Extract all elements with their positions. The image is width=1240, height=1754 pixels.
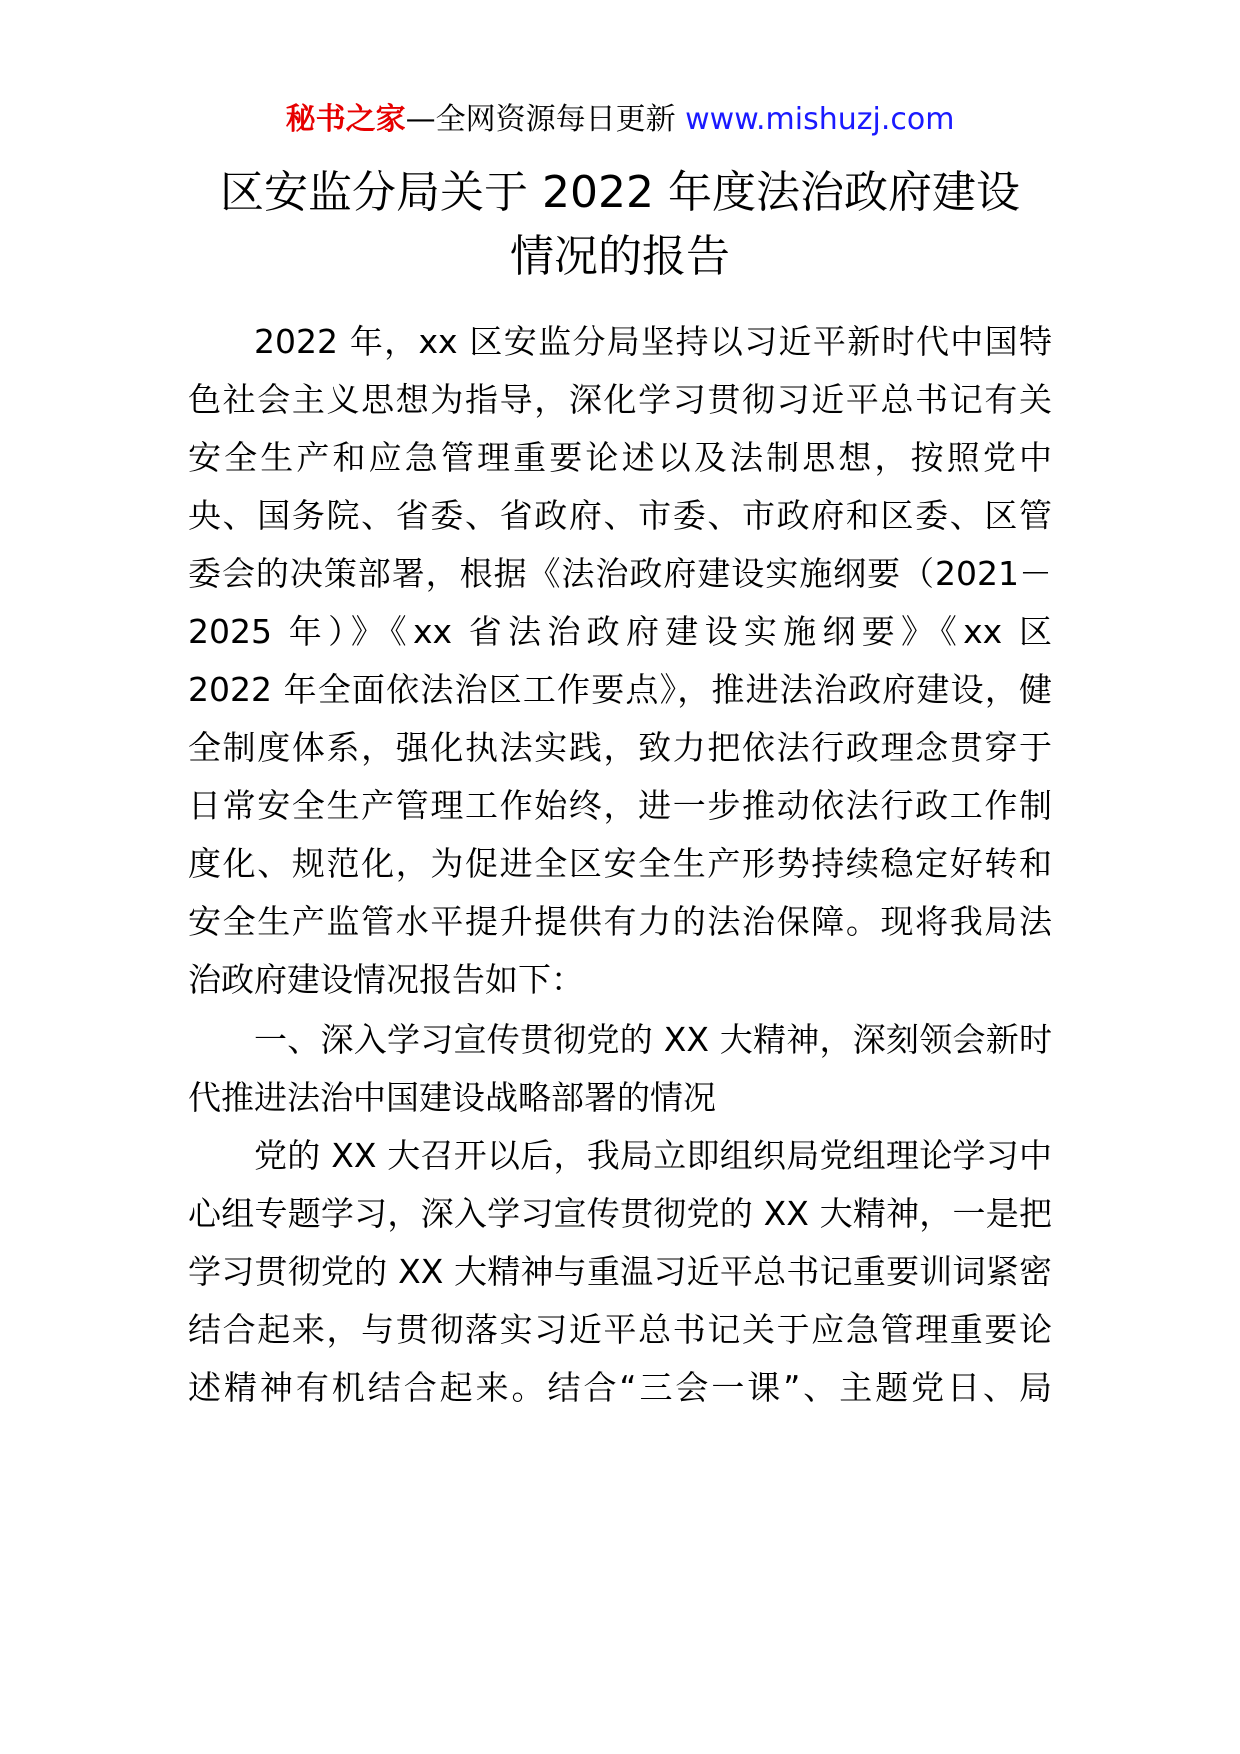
paragraph-line: 2025 年）》《xx 省法治政府建设实施纲要》《xx 区 — [188, 612, 1052, 651]
site-url-link[interactable]: www.mishuzj.com — [685, 102, 955, 137]
paragraph-line: 结合起来，与贯彻落实习近平总书记关于应急管理重要论 — [188, 1310, 1052, 1349]
brand-name: 秘书之家 — [285, 102, 406, 137]
document-title-line-1: 区安监分局关于 2022 年度法治政府建设 — [220, 167, 1020, 218]
paragraph-line: 心组专题学习，深入学习宣传贯彻党的 XX 大精神，一是把 — [188, 1194, 1052, 1233]
paragraph-line: 述精神有机结合起来。结合“三会一课”、主题党日、局 — [188, 1368, 1052, 1407]
section-heading-line: 代推进法治中国建设战略部署的情况 — [188, 1078, 716, 1117]
paragraph-line: 2022 年，xx 区安监分局坚持以习近平新时代中国特 — [254, 322, 1052, 361]
paragraph-line: 安全生产监管水平提升提供有力的法治保障。现将我局法 — [188, 902, 1052, 941]
paragraph-line: 央、国务院、省委、省政府、市委、市政府和区委、区管 — [188, 496, 1052, 535]
paragraph-line: 党的 XX 大召开以后，我局立即组织局党组理论学习中 — [254, 1136, 1052, 1175]
paragraph-line: 色社会主义思想为指导，深化学习贯彻习近平总书记有关 — [188, 380, 1052, 419]
paragraph-line: 2022 年全面依法治区工作要点》，推进法治政府建设，健 — [188, 670, 1052, 709]
paragraph-line: 度化、规范化，为促进全区安全生产形势持续稳定好转和 — [188, 844, 1052, 883]
paragraph-line: 委会的决策部署，根据《法治政府建设实施纲要（2021－ — [188, 554, 1052, 593]
site-header — [0, 100, 1240, 140]
paragraph-line: 安全生产和应急管理重要论述以及法制思想，按照党中 — [188, 438, 1052, 477]
paragraph-line: 学习贯彻党的 XX 大精神与重温习近平总书记重要训词紧密 — [188, 1252, 1052, 1291]
section-heading-line: 一、深入学习宣传贯彻党的 XX 大精神，深刻领会新时 — [254, 1020, 1052, 1059]
paragraph-line: 全制度体系，强化执法实践，致力把依法行政理念贯穿于 — [188, 728, 1052, 767]
paragraph-line: 治政府建设情况报告如下： — [188, 960, 584, 999]
paragraph-line: 日常安全生产管理工作始终，进一步推动依法行政工作制 — [188, 786, 1052, 825]
document-title-line-2: 情况的报告 — [510, 231, 730, 282]
header-slogan: —全网资源每日更新 — [405, 102, 676, 137]
